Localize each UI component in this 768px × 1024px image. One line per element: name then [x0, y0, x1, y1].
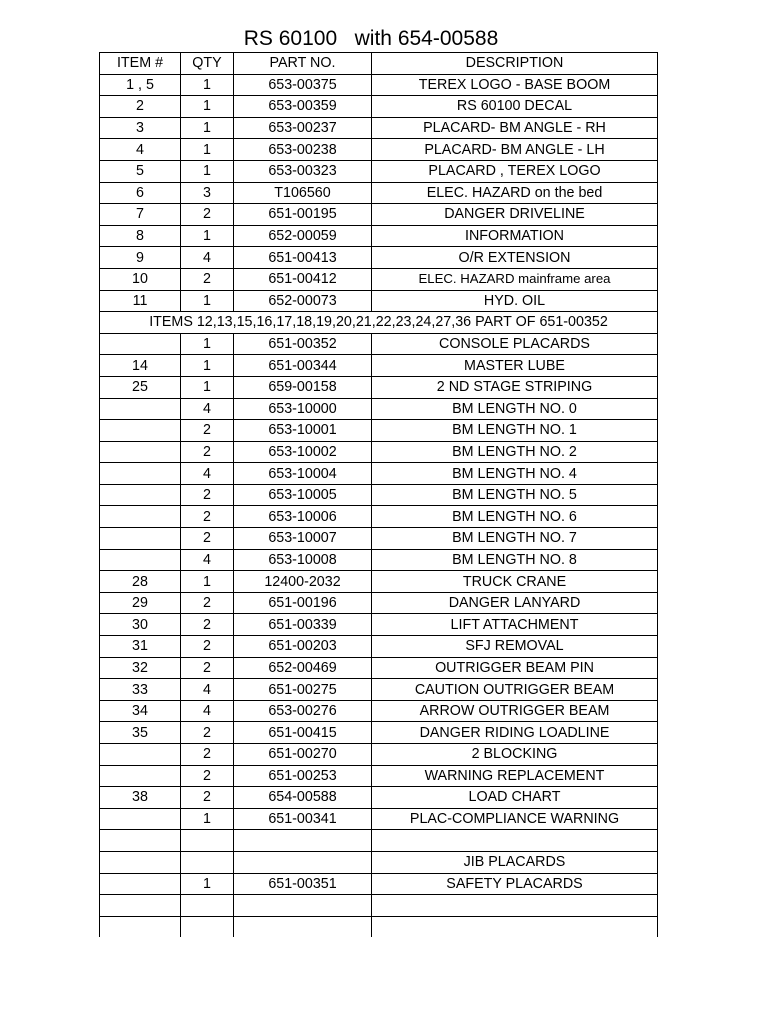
table-row — [100, 333, 658, 355]
table-row — [100, 528, 658, 550]
item-cell — [100, 549, 181, 571]
items-part-of-note: ITEMS 12,13,15,16,17,18,19,20,21,22,23,24,27,36 PART OF 651-00352 — [100, 312, 658, 334]
description-cell: INFORMATION — [372, 225, 658, 247]
table-row — [100, 204, 658, 226]
page-title — [0, 26, 768, 52]
description-cell: PLACARD , TEREX LOGO — [372, 160, 658, 182]
description-cell: CONSOLE PLACARDS — [372, 333, 658, 355]
description-cell: BM LENGTH NO. 6 — [372, 506, 658, 528]
part-no-cell: 651-00415 — [234, 722, 372, 744]
item-cell: 6 — [100, 182, 181, 204]
qty-cell: 4 — [181, 398, 234, 420]
header-item: ITEM # — [100, 53, 181, 75]
part-no-cell: T106560 — [234, 182, 372, 204]
description-cell: O/R EXTENSION — [372, 247, 658, 269]
item-cell — [100, 484, 181, 506]
item-cell: 14 — [100, 355, 181, 377]
item-cell — [100, 528, 181, 550]
part-no-cell: 651-00351 — [234, 873, 372, 895]
description-cell: BM LENGTH NO. 1 — [372, 420, 658, 442]
description-cell: DANGER DRIVELINE — [372, 204, 658, 226]
table-row — [100, 376, 658, 398]
part-no-cell: 652-00469 — [234, 657, 372, 679]
description-cell: DANGER LANYARD — [372, 592, 658, 614]
table-row — [100, 722, 658, 744]
description-cell: SFJ REMOVAL — [372, 636, 658, 658]
part-no-cell: 12400-2032 — [234, 571, 372, 593]
part-no-cell: 651-00341 — [234, 808, 372, 830]
table-row — [100, 679, 658, 701]
item-cell: 33 — [100, 679, 181, 701]
item-cell: 8 — [100, 225, 181, 247]
part-no-cell: 651-00270 — [234, 744, 372, 766]
part-no-cell: 651-00352 — [234, 333, 372, 355]
table-row — [100, 614, 658, 636]
description-cell: OUTRIGGER BEAM PIN — [372, 657, 658, 679]
table-row — [100, 506, 658, 528]
part-no-cell: 653-10006 — [234, 506, 372, 528]
part-no-cell: 651-00344 — [234, 355, 372, 377]
part-no-cell: 652-00059 — [234, 225, 372, 247]
description-cell: TRUCK CRANE — [372, 571, 658, 593]
table-row — [100, 916, 658, 937]
qty-cell: 1 — [181, 355, 234, 377]
qty-cell: 1 — [181, 808, 234, 830]
item-cell — [100, 808, 181, 830]
table-row — [100, 139, 658, 161]
description-cell: ARROW OUTRIGGER BEAM — [372, 700, 658, 722]
qty-cell: 4 — [181, 700, 234, 722]
part-no-cell: 653-10001 — [234, 420, 372, 442]
table-row — [100, 484, 658, 506]
description-cell: BM LENGTH NO. 7 — [372, 528, 658, 550]
description-cell: BM LENGTH NO. 5 — [372, 484, 658, 506]
qty-cell: 2 — [181, 506, 234, 528]
table-row — [100, 592, 658, 614]
item-cell — [100, 851, 181, 873]
item-cell: 32 — [100, 657, 181, 679]
table-row-items-note — [100, 312, 658, 334]
description-cell: JIB PLACARDS — [372, 851, 658, 873]
description-cell: BM LENGTH NO. 4 — [372, 463, 658, 485]
table-row — [100, 268, 658, 290]
item-cell: 5 — [100, 160, 181, 182]
part-no-cell: 653-00237 — [234, 117, 372, 139]
item-cell — [100, 420, 181, 442]
item-cell: 31 — [100, 636, 181, 658]
header-description: DESCRIPTION — [372, 53, 658, 75]
description-cell: BM LENGTH NO. 2 — [372, 441, 658, 463]
qty-cell: 2 — [181, 420, 234, 442]
qty-cell — [181, 916, 234, 937]
table-row — [100, 765, 658, 787]
table-row — [100, 700, 658, 722]
qty-cell: 2 — [181, 614, 234, 636]
part-no-cell: 651-00413 — [234, 247, 372, 269]
qty-cell: 1 — [181, 225, 234, 247]
part-no-cell: 651-00196 — [234, 592, 372, 614]
table-row — [100, 808, 658, 830]
description-cell: WARNING REPLACEMENT — [372, 765, 658, 787]
qty-cell: 1 — [181, 873, 234, 895]
item-cell — [100, 765, 181, 787]
part-no-cell: 653-10002 — [234, 441, 372, 463]
qty-cell: 1 — [181, 139, 234, 161]
table-header-row — [100, 53, 658, 75]
item-cell — [100, 895, 181, 917]
qty-cell — [181, 851, 234, 873]
description-cell: 2 ND STAGE STRIPING — [372, 376, 658, 398]
item-cell: 35 — [100, 722, 181, 744]
qty-cell: 4 — [181, 247, 234, 269]
table-row — [100, 74, 658, 96]
item-cell: 2 — [100, 96, 181, 118]
item-cell: 9 — [100, 247, 181, 269]
table-row — [100, 463, 658, 485]
item-cell: 28 — [100, 571, 181, 593]
description-cell: LIFT ATTACHMENT — [372, 614, 658, 636]
part-no-cell: 651-00339 — [234, 614, 372, 636]
item-cell: 7 — [100, 204, 181, 226]
item-cell: 25 — [100, 376, 181, 398]
qty-cell: 2 — [181, 441, 234, 463]
part-no-cell — [234, 851, 372, 873]
qty-cell: 1 — [181, 376, 234, 398]
table-row — [100, 549, 658, 571]
description-cell: PLACARD- BM ANGLE - RH — [372, 117, 658, 139]
item-cell: 11 — [100, 290, 181, 312]
description-cell: RS 60100 DECAL — [372, 96, 658, 118]
header-part-no: PART NO. — [234, 53, 372, 75]
table-row — [100, 851, 658, 873]
table-row — [100, 290, 658, 312]
part-no-cell: 653-10004 — [234, 463, 372, 485]
table-row — [100, 744, 658, 766]
description-cell: BM LENGTH NO. 8 — [372, 549, 658, 571]
item-cell — [100, 873, 181, 895]
description-cell: PLACARD- BM ANGLE - LH — [372, 139, 658, 161]
description-cell — [372, 830, 658, 852]
qty-cell: 1 — [181, 160, 234, 182]
part-no-cell: 653-10008 — [234, 549, 372, 571]
qty-cell: 2 — [181, 528, 234, 550]
part-no-cell: 654-00588 — [234, 787, 372, 809]
part-no-cell: 651-00203 — [234, 636, 372, 658]
qty-cell: 4 — [181, 463, 234, 485]
description-cell: 2 BLOCKING — [372, 744, 658, 766]
qty-cell: 4 — [181, 549, 234, 571]
table-row — [100, 355, 658, 377]
part-no-cell: 653-00323 — [234, 160, 372, 182]
part-no-cell: 653-00375 — [234, 74, 372, 96]
qty-cell: 2 — [181, 636, 234, 658]
item-cell — [100, 398, 181, 420]
part-no-cell: 651-00195 — [234, 204, 372, 226]
part-no-cell: 651-00275 — [234, 679, 372, 701]
qty-cell — [181, 830, 234, 852]
item-cell — [100, 441, 181, 463]
part-no-cell: 651-00412 — [234, 268, 372, 290]
description-cell: MASTER LUBE — [372, 355, 658, 377]
part-no-cell: 653-10007 — [234, 528, 372, 550]
description-cell: HYD. OIL — [372, 290, 658, 312]
qty-cell: 1 — [181, 96, 234, 118]
qty-cell: 1 — [181, 333, 234, 355]
qty-cell: 1 — [181, 571, 234, 593]
qty-cell: 2 — [181, 592, 234, 614]
part-no-cell: 653-10000 — [234, 398, 372, 420]
item-cell: 34 — [100, 700, 181, 722]
table-row — [100, 787, 658, 809]
table-row — [100, 657, 658, 679]
item-cell: 30 — [100, 614, 181, 636]
part-no-cell — [234, 916, 372, 937]
qty-cell: 1 — [181, 117, 234, 139]
table-row — [100, 160, 658, 182]
part-no-cell — [234, 895, 372, 917]
part-no-cell: 651-00253 — [234, 765, 372, 787]
item-cell — [100, 830, 181, 852]
qty-cell: 2 — [181, 657, 234, 679]
description-cell: PLAC-COMPLIANCE WARNING — [372, 808, 658, 830]
qty-cell: 2 — [181, 787, 234, 809]
part-no-cell: 659-00158 — [234, 376, 372, 398]
item-cell: 3 — [100, 117, 181, 139]
table-row — [100, 182, 658, 204]
table-row — [100, 441, 658, 463]
table-row — [100, 571, 658, 593]
table-row — [100, 636, 658, 658]
table-row — [100, 225, 658, 247]
table-row — [100, 247, 658, 269]
page-title-text: RS 60100 with 654-00588 — [243, 27, 499, 50]
description-cell: ELEC. HAZARD on the bed — [372, 182, 658, 204]
item-cell: 4 — [100, 139, 181, 161]
part-no-cell: 653-00359 — [234, 96, 372, 118]
description-cell: SAFETY PLACARDS — [372, 873, 658, 895]
item-cell: 10 — [100, 268, 181, 290]
qty-cell: 2 — [181, 268, 234, 290]
qty-cell — [181, 895, 234, 917]
table-row — [100, 873, 658, 895]
item-cell: 38 — [100, 787, 181, 809]
qty-cell: 3 — [181, 182, 234, 204]
description-cell: ELEC. HAZARD mainframe area — [372, 268, 658, 290]
description-cell: TEREX LOGO - BASE BOOM — [372, 74, 658, 96]
item-cell — [100, 463, 181, 485]
qty-cell: 4 — [181, 679, 234, 701]
qty-cell: 1 — [181, 290, 234, 312]
item-cell — [100, 916, 181, 937]
item-cell: 29 — [100, 592, 181, 614]
parts-table — [99, 52, 658, 937]
part-no-cell: 652-00073 — [234, 290, 372, 312]
description-cell: CAUTION OUTRIGGER BEAM — [372, 679, 658, 701]
description-cell: LOAD CHART — [372, 787, 658, 809]
table-body — [100, 74, 658, 937]
table-row — [100, 96, 658, 118]
description-cell: BM LENGTH NO. 0 — [372, 398, 658, 420]
part-no-cell: 653-10005 — [234, 484, 372, 506]
part-no-cell: 653-00238 — [234, 139, 372, 161]
table-row — [100, 398, 658, 420]
part-no-cell: 653-00276 — [234, 700, 372, 722]
description-cell — [372, 916, 658, 937]
qty-cell: 2 — [181, 484, 234, 506]
item-cell — [100, 744, 181, 766]
description-cell: DANGER RIDING LOADLINE — [372, 722, 658, 744]
item-cell — [100, 333, 181, 355]
item-cell — [100, 506, 181, 528]
table-row — [100, 895, 658, 917]
header-qty: QTY — [181, 53, 234, 75]
qty-cell: 2 — [181, 744, 234, 766]
table-row — [100, 420, 658, 442]
item-cell: 1 , 5 — [100, 74, 181, 96]
table-row — [100, 117, 658, 139]
description-cell — [372, 895, 658, 917]
part-no-cell — [234, 830, 372, 852]
qty-cell: 2 — [181, 722, 234, 744]
qty-cell: 2 — [181, 765, 234, 787]
qty-cell: 1 — [181, 74, 234, 96]
table-row — [100, 830, 658, 852]
qty-cell: 2 — [181, 204, 234, 226]
